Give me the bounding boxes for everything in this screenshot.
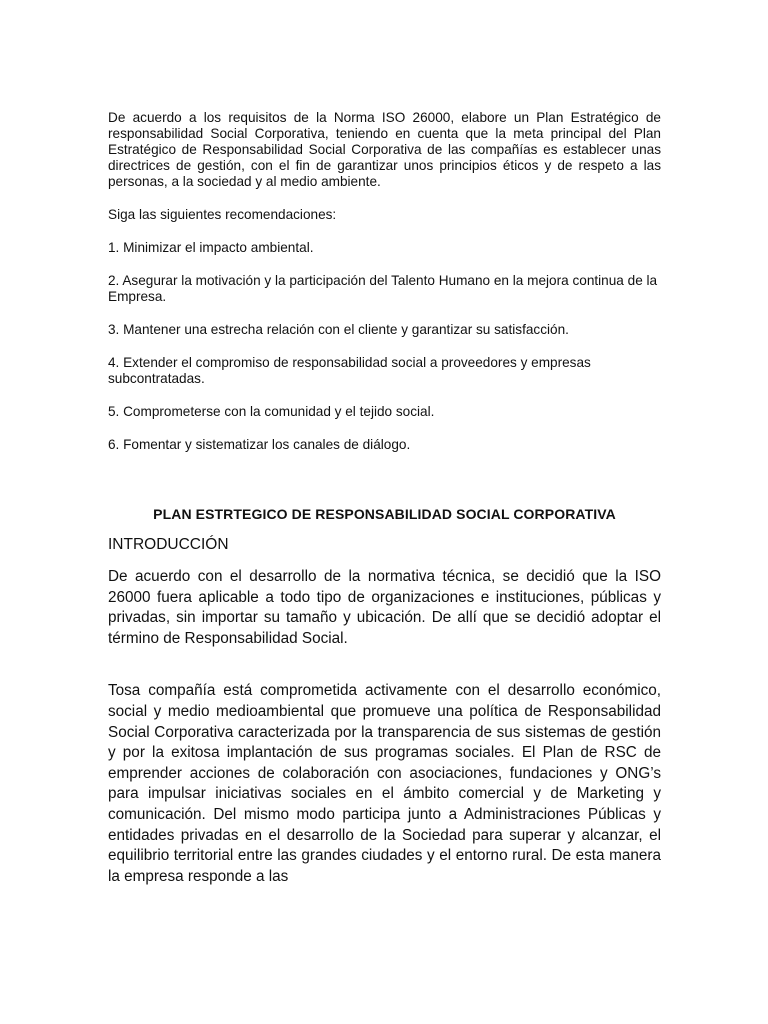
recommendation-item-3: 3. Mantener una estrecha relación con el cliente y garantizar su satisfacción. bbox=[108, 322, 569, 337]
recommendation-item-5: 5. Comprometerse con la comunidad y el tejido social. bbox=[108, 404, 435, 419]
recommendation-item-1: 1. Minimizar el impacto ambiental. bbox=[108, 240, 314, 255]
recommendation-item-6: 6. Fomentar y sistematizar los canales de diálogo. bbox=[108, 437, 411, 452]
intro-paragraph: De acuerdo a los requisitos de la Norma ISO 26000, elabore un Plan Estratégico de responsabilidad Social Corporativa, teniendo en cuenta que la meta principal del Plan Estratégico de Responsabilidad Social Corporativa de las compañías es establecer unas directrices de gestión, con el fin de garantizar unos principios éticos y de respeto a las personas, a la sociedad y al medio ambiente. bbox=[108, 110, 661, 189]
document-page bbox=[108, 110, 661, 887]
body-paragraph-2: Tosa compañía está comprometida activamente con el desarrollo económico, social y medio medioambiental que promueve una política de Responsabilidad Social Corporativa caracterizada por la transparencia de sus sistemas de gestión y por la exitosa implantación de sus programas sociales. El Plan de RSC de emprender acciones de colaboración con asociaciones, fundaciones y ONG’s para impulsar iniciativas sociales en el ámbito comercial y de Marketing y comunicación. Del mismo modo participa junto a Administraciones Públicas y entidades privadas en el desarrollo de la Sociedad para superar y alcanzar, el equilibrio territorial entre las grandes ciudades y el entorno rural. De esta manera la empresa responde a las bbox=[108, 682, 661, 885]
recommendation-item-4: 4. Extender el compromiso de responsabilidad social a proveedores y empresas subcontratadas. bbox=[108, 355, 591, 386]
plan-title: PLAN ESTRTEGICO DE RESPONSABILIDAD SOCIAL CORPORATIVA bbox=[153, 506, 616, 522]
recommendation-item-2: 2. Asegurar la motivación y la participación del Talento Humano en la mejora continua de la Empresa. bbox=[108, 273, 658, 304]
recommendations-intro: Siga las siguientes recomendaciones: bbox=[108, 207, 337, 222]
body-paragraph-1: De acuerdo con el desarrollo de la normativa técnica, se decidió que la ISO 26000 fuera aplicable a todo tipo de organizaciones e instituciones, públicas y privadas, sin importar su tamaño y ubicación. De allí que se decidió adoptar el término de Responsabilidad Social. bbox=[108, 568, 661, 647]
section-heading: INTRODUCCIÓN bbox=[108, 536, 229, 553]
